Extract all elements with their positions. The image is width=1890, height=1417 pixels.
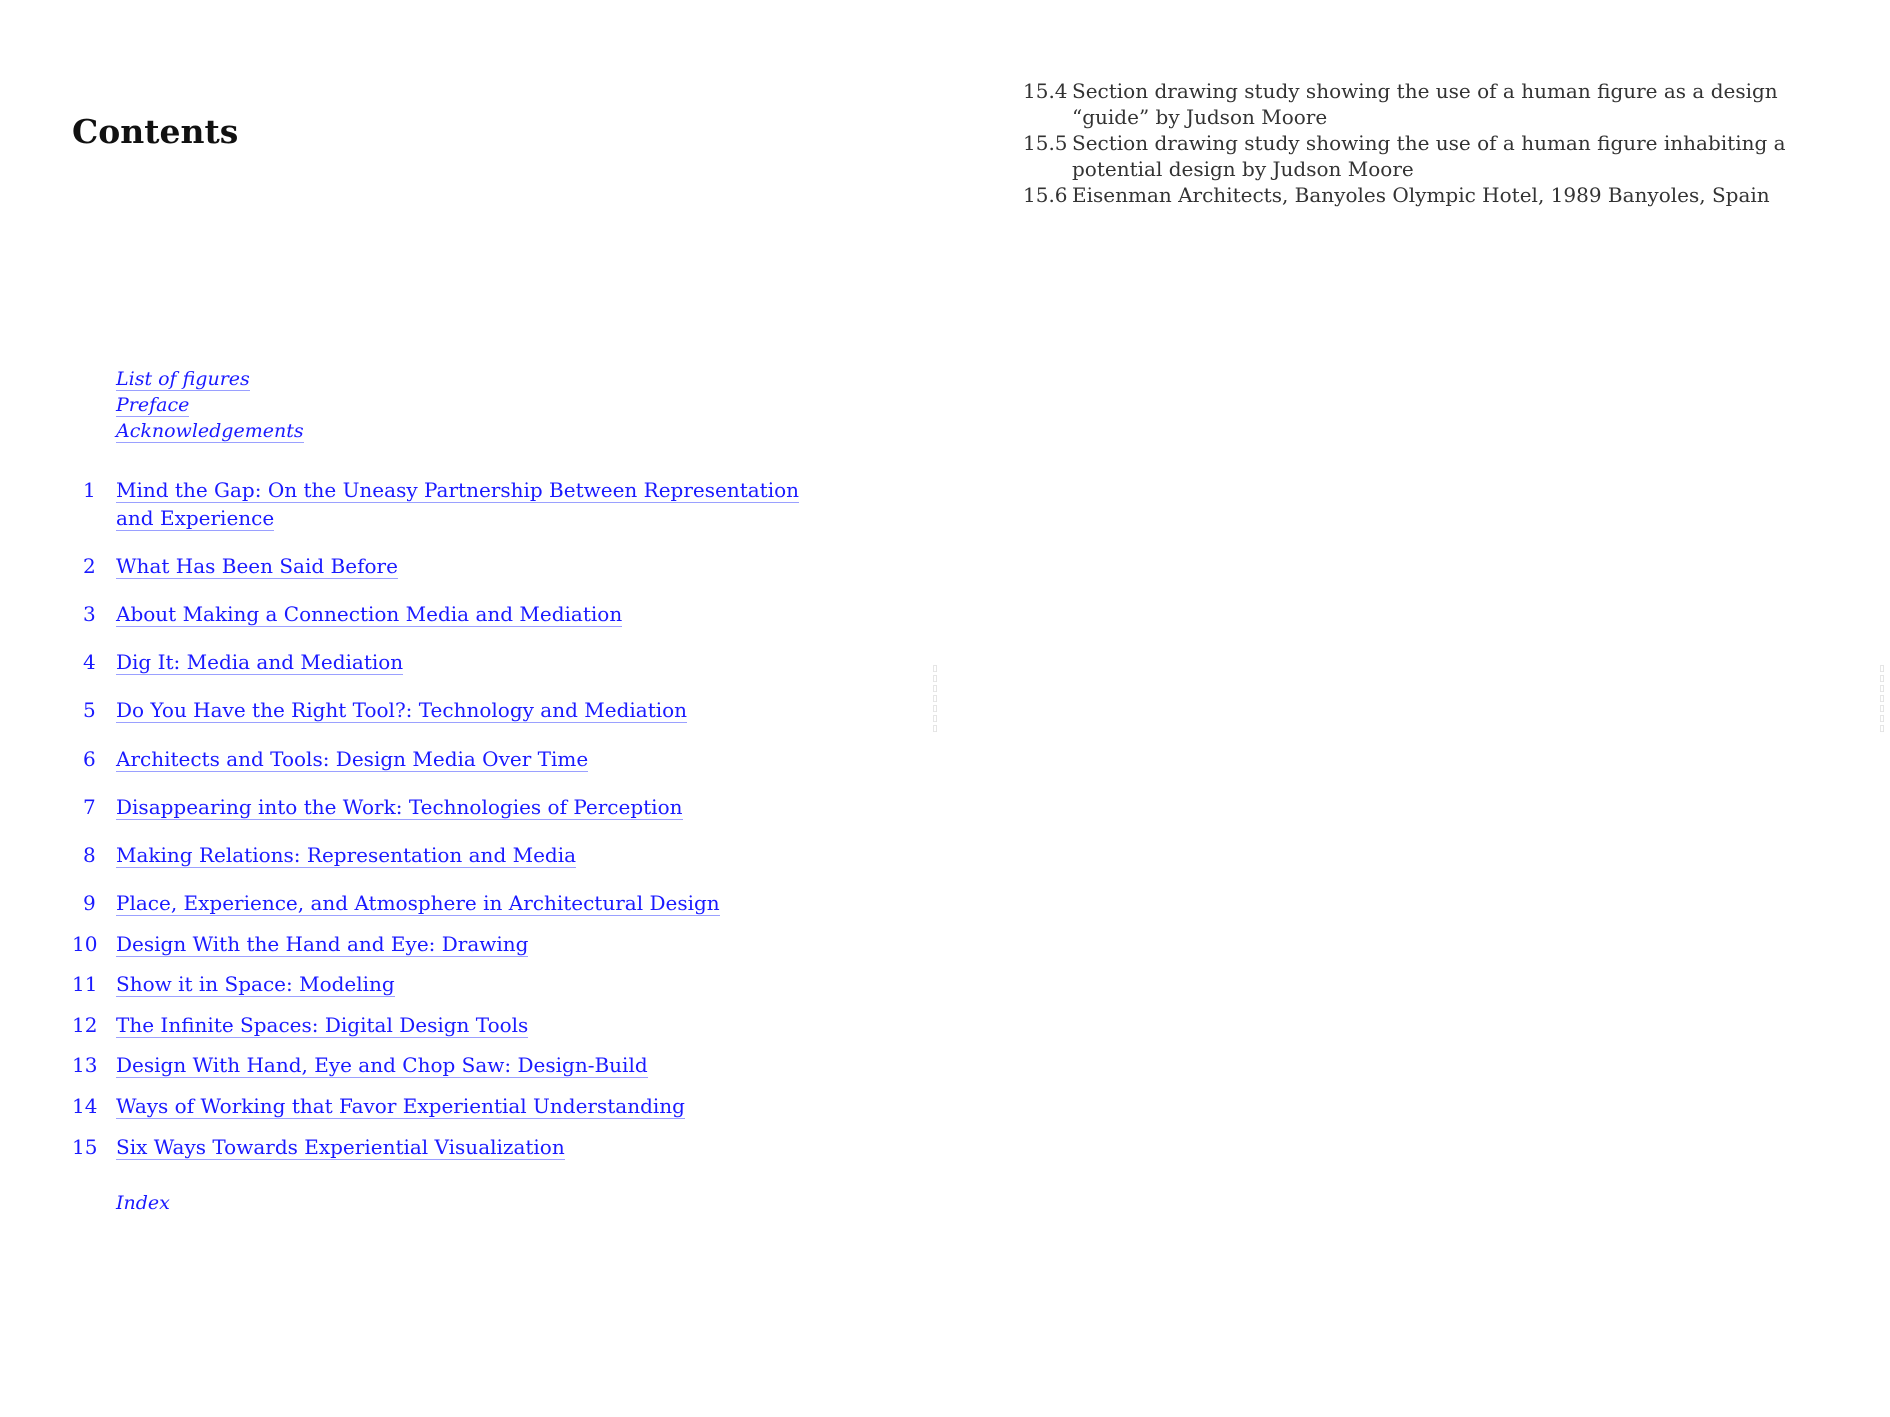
chapter-number: 5 (83, 698, 96, 722)
chapter-link-15[interactable] (72, 1133, 812, 1161)
front-matter-link-list-of-figures[interactable]: List of figures (116, 368, 250, 390)
chapter-number: 12 (72, 1013, 98, 1037)
chapter-number: 9 (83, 891, 96, 915)
back-matter-link-index[interactable]: Index (116, 1192, 170, 1214)
figure-number: 15.6 (1023, 183, 1068, 207)
chapter-title: Do You Have the Right Tool?: Technology and Mediation (116, 698, 688, 722)
chapter-link-3[interactable] (72, 600, 812, 628)
chapter-title: What Has Been Said Before (116, 554, 398, 578)
chapter-link-8[interactable] (72, 841, 812, 869)
chapter-link-14[interactable] (72, 1092, 812, 1120)
watermark-stamp: ▯▯▯▯▯▯▯ (930, 664, 940, 734)
chapter-link-12[interactable] (72, 1011, 812, 1039)
chapter-number: 13 (72, 1053, 98, 1077)
chapter-number: 14 (72, 1094, 98, 1118)
figure-list (1023, 78, 1823, 208)
chapter-title: Mind the Gap: On the Uneasy Partnership Between Representation and Experience (116, 478, 800, 530)
page-title: Contents (72, 112, 239, 151)
figure-entry (1023, 130, 1823, 182)
chapter-link-4[interactable] (72, 648, 812, 676)
watermark-stamp: ▯▯▯▯▯▯▯ (1877, 664, 1887, 734)
chapter-link-13[interactable] (72, 1051, 812, 1079)
chapter-title: Six Ways Towards Experiential Visualization (116, 1135, 565, 1159)
figure-caption: Section drawing study showing the use of a human figure inhabiting a potential design by Judson Moore (1072, 131, 1786, 181)
figure-entry (1023, 78, 1823, 130)
chapter-link-1[interactable] (72, 476, 812, 532)
chapter-title: Design With Hand, Eye and Chop Saw: Design-Build (116, 1053, 648, 1077)
chapter-link-5[interactable] (72, 696, 812, 724)
chapter-title: Show it in Space: Modeling (116, 972, 395, 996)
chapter-title: Ways of Working that Favor Experiential Understanding (116, 1094, 685, 1118)
chapter-title: Making Relations: Representation and Media (116, 843, 577, 867)
chapter-number: 3 (83, 602, 96, 626)
figure-number: 15.4 (1023, 79, 1068, 103)
chapter-number: 10 (72, 932, 98, 956)
chapter-number: 8 (83, 843, 96, 867)
right-page (945, 0, 1890, 1417)
chapter-number: 4 (83, 650, 96, 674)
chapter-title: The Infinite Spaces: Digital Design Tools (116, 1013, 529, 1037)
chapter-link-6[interactable] (72, 745, 812, 773)
chapter-number: 7 (83, 795, 96, 819)
chapter-number: 11 (72, 972, 98, 996)
chapter-title: Dig It: Media and Mediation (116, 650, 404, 674)
chapter-number: 15 (72, 1135, 98, 1159)
chapter-link-7[interactable] (72, 793, 812, 821)
chapter-number: 6 (83, 747, 96, 771)
chapter-title: Place, Experience, and Atmosphere in Architectural Design (116, 891, 720, 915)
front-matter-list (116, 366, 304, 444)
chapter-link-9[interactable] (72, 889, 812, 917)
chapter-number: 1 (83, 478, 96, 502)
chapter-link-11[interactable] (72, 970, 812, 998)
chapter-link-2[interactable] (72, 552, 812, 580)
chapter-title: Architects and Tools: Design Media Over Time (116, 747, 589, 771)
chapter-title: About Making a Connection Media and Mediation (116, 602, 623, 626)
figure-number: 15.5 (1023, 131, 1068, 155)
chapter-title: Disappearing into the Work: Technologies of Perception (116, 795, 683, 819)
front-matter-link-acknowledgements[interactable]: Acknowledgements (116, 420, 304, 442)
chapter-number: 2 (83, 554, 96, 578)
chapter-title: Design With the Hand and Eye: Drawing (116, 932, 529, 956)
figure-caption: Section drawing study showing the use of a human figure as a design “guide” by Judson Moore (1072, 79, 1778, 129)
figure-caption: Eisenman Architects, Banyoles Olympic Hotel, 1989 Banyoles, Spain (1072, 183, 1770, 207)
chapter-link-10[interactable] (72, 930, 812, 958)
front-matter-link-preface[interactable]: Preface (116, 394, 190, 416)
figure-entry (1023, 182, 1823, 208)
